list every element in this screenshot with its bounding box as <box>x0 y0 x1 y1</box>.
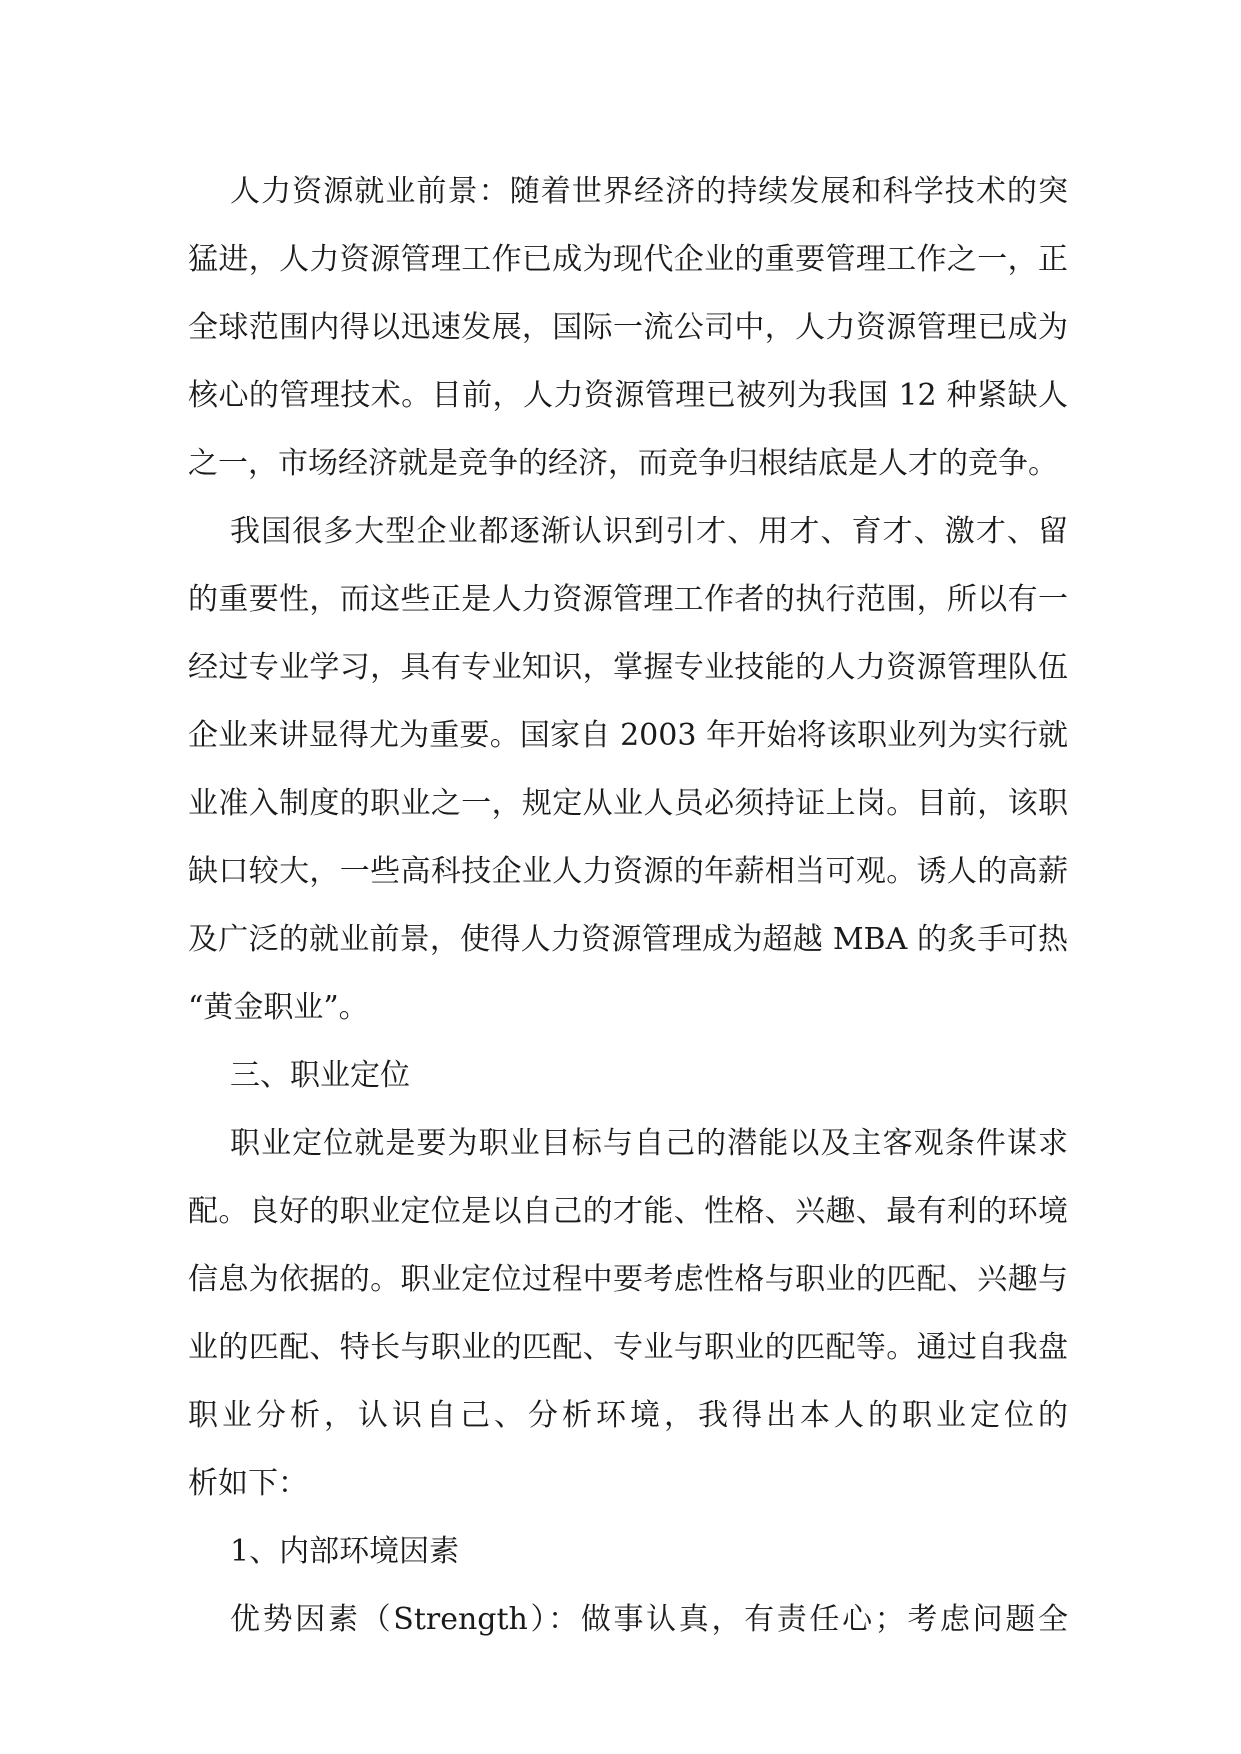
paragraph-line: 优势因素（Strength）：做事认真，有责任心；考虑问题全 <box>230 1602 1068 1637</box>
subsection-heading: 1、内部环境因素 <box>230 1534 460 1569</box>
paragraph-line: 职业分析，认识自己、分析环境，我得出本人的职业定位的 <box>188 1398 1068 1433</box>
paragraph-line: 业的匹配、特长与职业的匹配、专业与职业的匹配等。通过自我盘 <box>188 1330 1068 1365</box>
paragraph-line: 业准入制度的职业之一，规定从业人员必须持证上岗。目前，该职 <box>188 786 1068 821</box>
paragraph-line: 经过专业学习，具有专业知识，掌握专业技能的人力资源管理队伍 <box>188 650 1068 685</box>
paragraph-line: 猛进，人力资源管理工作已成为现代企业的重要管理工作之一，正 <box>188 242 1068 277</box>
document-body <box>188 158 1068 1654</box>
paragraph-line: 职业定位就是要为职业目标与自己的潜能以及主客观条件谋求 <box>230 1126 1068 1161</box>
paragraph-line: 的重要性，而这些正是人力资源管理工作者的执行范围，所以有一 <box>188 582 1068 617</box>
section-heading: 三、职业定位 <box>230 1058 410 1093</box>
paragraph-line: 配。良好的职业定位是以自己的才能、性格、兴趣、最有利的环境 <box>188 1194 1068 1229</box>
paragraph-line: 我国很多大型企业都逐渐认识到引才、用才、育才、激才、留 <box>230 514 1068 549</box>
paragraph-line: 之一，市场经济就是竞争的经济，而竞争归根结底是人才的竞争。 <box>188 446 1058 481</box>
paragraph-line: 全球范围内得以迅速发展，国际一流公司中，人力资源管理已成为 <box>188 310 1068 345</box>
paragraph-line: 核心的管理技术。目前，人力资源管理已被列为我国 12 种紧缺人 <box>188 378 1068 413</box>
paragraph-line: 信息为依据的。职业定位过程中要考虑性格与职业的匹配、兴趣与 <box>188 1262 1068 1297</box>
paragraph-line: 人力资源就业前景：随着世界经济的持续发展和科学技术的突 <box>230 174 1068 209</box>
paragraph-line: 析如下： <box>188 1466 308 1501</box>
paragraph-line: 企业来讲显得尤为重要。国家自 2003 年开始将该职业列为实行就 <box>188 718 1068 753</box>
paragraph-line: 及广泛的就业前景，使得人力资源管理成为超越 MBA 的炙手可热 <box>188 922 1068 957</box>
paragraph-line: 缺口较大，一些高科技企业人力资源的年薪相当可观。诱人的高薪 <box>188 854 1068 889</box>
paragraph-line: “黄金职业”。 <box>188 990 369 1025</box>
